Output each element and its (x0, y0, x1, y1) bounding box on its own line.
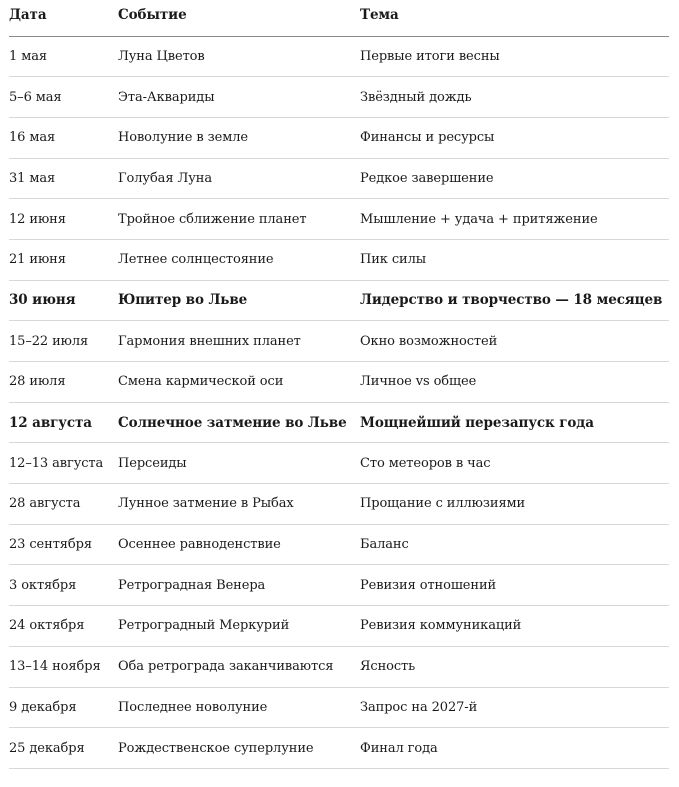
row-topic-cell: Первые итоги весны (360, 48, 500, 64)
table-row (9, 199, 669, 240)
row-event-cell: Голубая Луна (118, 170, 212, 186)
row-topic-cell: Сто метеоров в час (360, 455, 491, 471)
row-date-cell: 12 июня (9, 211, 66, 227)
row-topic-cell: Личное vs общее (360, 374, 477, 390)
row-date-cell: 15–22 июля (9, 333, 89, 349)
table-row (9, 37, 669, 78)
row-date-cell: 3 октября (9, 577, 77, 593)
row-topic-cell: Баланс (360, 537, 409, 553)
table-row (9, 728, 669, 769)
table-row (9, 118, 669, 159)
row-topic-cell: Мышление + удача + притяжение (360, 211, 598, 227)
table-row (9, 484, 669, 525)
row-event-cell: Оба ретроградa заканчиваются (118, 659, 334, 675)
row-date-cell: 16 мая (9, 130, 56, 146)
row-event-cell: Осеннее равноденствие (118, 537, 281, 553)
row-date-cell: 25 декабря (9, 740, 85, 756)
table-row (9, 606, 669, 647)
row-event-cell: Рождественское суперлуние (118, 740, 314, 756)
row-date-cell: 21 июня (9, 252, 66, 268)
row-event-cell: Летнее солнцестояние (118, 252, 274, 268)
row-event-cell: Последнее новолуние (118, 699, 268, 715)
table-row (9, 362, 669, 403)
row-event-cell: Персеиды (118, 455, 187, 471)
table-row (9, 403, 669, 444)
row-topic-cell: Ревизия коммуникаций (360, 618, 522, 634)
header-topic: Тема (360, 7, 399, 23)
header-event: Событие (118, 7, 187, 23)
row-event-cell: Смена кармической оси (118, 374, 284, 390)
row-topic-cell: Прощание с иллюзиями (360, 496, 526, 512)
row-topic-cell: Редкое завершение (360, 170, 494, 186)
row-event-cell: Лунное затмение в Рыбах (118, 496, 294, 512)
row-event-cell: Ретроградная Венера (118, 577, 266, 593)
table-row (9, 77, 669, 118)
row-topic-cell: Ревизия отношений (360, 577, 497, 593)
table-body (9, 37, 669, 769)
table-row (9, 688, 669, 729)
row-topic-cell: Финансы и ресурсы (360, 130, 495, 146)
row-topic-cell: Лидерство и творчество — 18 месяцев (360, 292, 663, 309)
table-row (9, 565, 669, 606)
row-event-cell: Гармония внешних планет (118, 333, 301, 349)
row-date-cell: 30 июня (9, 292, 76, 309)
row-date-cell: 5–6 мая (9, 89, 62, 105)
row-date-cell: 13–14 ноября (9, 659, 101, 675)
row-date-cell: 1 мая (9, 48, 47, 64)
row-date-cell: 31 мая (9, 170, 56, 186)
table-row (9, 159, 669, 200)
row-event-cell: Юпитер во Льве (118, 292, 248, 309)
table-row (9, 525, 669, 566)
row-date-cell: 23 сентября (9, 537, 92, 553)
row-event-cell: Ретроградный Меркурий (118, 618, 290, 634)
row-topic-cell: Звёздный дождь (360, 89, 472, 105)
table-row (9, 281, 669, 322)
row-date-cell: 24 октября (9, 618, 85, 634)
row-topic-cell: Ясность (360, 659, 416, 675)
row-event-cell: Солнечное затмение во Льве (118, 414, 347, 431)
row-event-cell: Тройное сближение планет (118, 211, 307, 227)
table-row (9, 240, 669, 281)
row-date-cell: 12–13 августа (9, 455, 104, 471)
row-topic-cell: Окно возможностей (360, 333, 498, 349)
row-event-cell: Эта-Аквариды (118, 89, 215, 105)
row-topic-cell: Финал года (360, 740, 438, 756)
events-table (9, 0, 669, 769)
row-topic-cell: Запрос на 2027-й (360, 699, 478, 715)
table-row (9, 321, 669, 362)
table-row (9, 443, 669, 484)
row-date-cell: 28 августа (9, 496, 81, 512)
header-date: Дата (9, 7, 47, 23)
row-topic-cell: Мощнейший перезапуск года (360, 414, 594, 431)
row-date-cell: 9 декабря (9, 699, 77, 715)
row-event-cell: Луна Цветов (118, 48, 205, 64)
row-date-cell: 28 июля (9, 374, 66, 390)
row-topic-cell: Пик силы (360, 252, 427, 268)
table-header-row (9, 0, 669, 37)
row-event-cell: Новолуние в земле (118, 130, 248, 146)
row-date-cell: 12 августа (9, 414, 92, 431)
table-row (9, 647, 669, 688)
